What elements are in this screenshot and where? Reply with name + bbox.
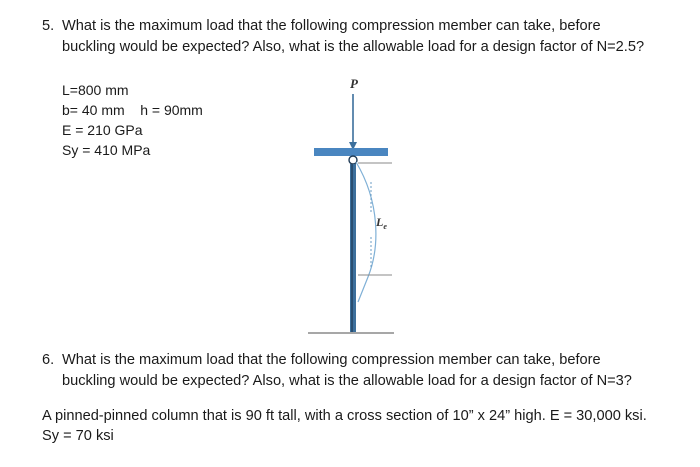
- load-label: P: [350, 76, 358, 91]
- question-5-number: 5.: [42, 18, 55, 34]
- question-5-line-2: buckling would be expected? Also, what is the allowable load for a design factor of N=2.5?: [62, 39, 645, 55]
- question-6: [42, 350, 664, 392]
- given-modulus: E = 210 GPa: [62, 122, 143, 138]
- question-6-description-line-2: Sy = 70 ksi: [42, 428, 114, 444]
- top-plate: [314, 148, 388, 156]
- question-6-description-line-1: A pinned-pinned column that is 90 ft tall, with a cross section of 10” x 24” high. E = 30,000 ksi.: [42, 408, 647, 424]
- question-5: [42, 16, 664, 58]
- question-6-line-1: What is the maximum load that the following compression member can take, before: [62, 352, 601, 368]
- given-yield-strength: Sy = 410 MPa: [62, 142, 151, 158]
- question-6-description: [42, 406, 668, 446]
- given-dimensions: b= 40 mm h = 90mm: [62, 102, 203, 118]
- question-6-line-2: buckling would be expected? Also, what is the allowable load for a design factor of N=3?: [62, 373, 632, 389]
- given-values: [62, 80, 203, 160]
- question-5-line-1: What is the maximum load that the following compression member can take, before: [62, 18, 601, 34]
- column-diagram: [300, 72, 410, 342]
- buckled-shape-curve: [356, 162, 376, 302]
- question-6-number: 6.: [42, 352, 55, 368]
- column-member: [350, 164, 356, 332]
- column-diagram-svg: [300, 72, 410, 342]
- effective-length-label: $L_e$: [376, 215, 387, 231]
- given-length: L=800 mm: [62, 82, 129, 98]
